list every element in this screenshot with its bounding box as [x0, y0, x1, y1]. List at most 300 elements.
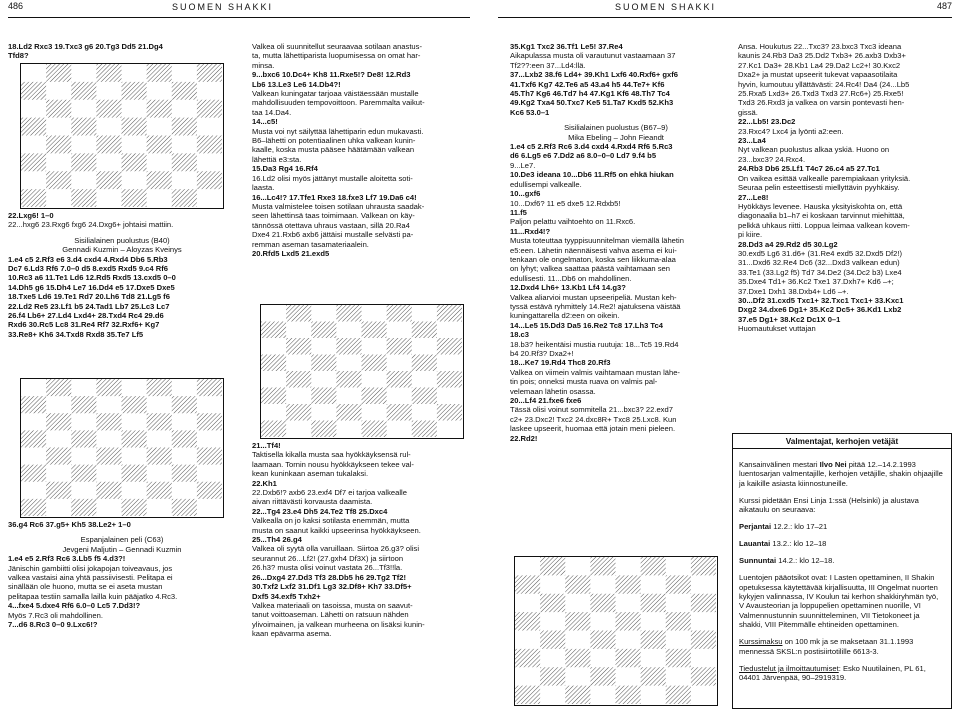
dark-square [197, 100, 222, 118]
annotation: kaalle, koska musta pääsee häätämään valkean [252, 145, 415, 155]
dark-square [590, 557, 615, 575]
dark-square [147, 379, 172, 396]
dark-square [387, 338, 412, 355]
annotation: kean kuninkaan aseman tukalaksi. [252, 469, 369, 479]
schedule-row: Perjantai 12.2.: klo 17–21 [739, 522, 828, 532]
moves-line: Lb6 13.Le3 Le6 14.Db4?! [252, 79, 341, 89]
annotation: 26.h3? musta olisi voinut vastata 26...Tf3!!la. [252, 563, 403, 573]
game-players: Gennadi Kuzmin – Aloyzas Kveinys [62, 245, 182, 255]
moves-line: Kc6 53.0–1 [510, 107, 550, 117]
annotation: Valkea oli suunnitellut seuraavaa sotilaan anastus- [252, 42, 422, 51]
moves-line: 10...gxf6 [510, 189, 541, 199]
dark-square [147, 64, 172, 82]
dark-square [197, 379, 222, 396]
dark-square [412, 388, 437, 405]
dark-square [565, 612, 590, 630]
moves-line: 26...Dxg4 27.Dd3 Tf3 28.Db5 h6 29.Tg2 Tf2! [252, 572, 407, 582]
dark-square [122, 499, 147, 516]
moves-line: 45.Th7 Kg6 46.Td7 h4 47.Kg1 Kf6 48.Th7 Tc4 [510, 89, 670, 99]
moves-line: 1.e4 c5 2.Rf3 e6 3.d4 cxd4 4.Rxd4 Db6 5.Rb3 [8, 254, 168, 264]
dark-square [616, 612, 641, 630]
dark-square [540, 667, 565, 685]
moves-line: Dc7 6.Ld3 Rf6 7.0–0 d5 8.exd5 Rxd5 9.c4 Rf6 [8, 264, 168, 274]
annotation: aivan riittävästi korvausta daamista. [252, 497, 373, 507]
chess-diagram-2 [20, 378, 224, 518]
annotation: Valkea aliarvioi mustan upseeripeliä. Mustan keh- [510, 292, 677, 302]
dark-square [147, 171, 172, 189]
moves-line: 22...Lb5! 23.Dc2 [738, 117, 796, 127]
annotation: 30.exd5 Lg6 31.d6+ (31.Re4 exd5 32.Dxd5 Df2!) [738, 248, 903, 258]
annotation: B6–lähetti on potentiaalinen uhka valkean kunin- [252, 136, 416, 146]
dark-square [412, 421, 437, 438]
dark-square [172, 82, 197, 100]
annotation: musta on saanut kaikki upseerinsa hyökkäykseen. [252, 525, 421, 535]
dark-square [21, 396, 46, 413]
dark-square [641, 557, 666, 575]
annotation: 16.Ld2 olisi myös jättänyt mustalle aloitetta soti- [252, 173, 413, 183]
annotation: Valkea on viimein valmis vaihtamaan mustan lähe- [510, 367, 680, 377]
annotation: On vaikea esittää valkealle parempiakaan yrityksiä. [738, 173, 911, 183]
dark-square [147, 482, 172, 499]
game-players: Jevgeni Maljutin – Gennadi Kuzmin [62, 544, 182, 554]
moves-line: 14.Dh5 g6 15.Dh4 Le7 16.Dd4 e5 17.Dxe5 Dxe5 [8, 282, 175, 292]
game-opening: Sisilialainen puolustus (B40) [74, 235, 170, 245]
annotation: seurannut 26...Lf2! (27.gxh4 Df3X) ja siirtoon [252, 553, 404, 563]
game-opening: Sisilialainen puolustus (B67–9) [564, 123, 668, 133]
annotation: 23...bxc3? 24.Rxc4. [738, 154, 806, 164]
chess-board-svg [21, 379, 222, 516]
annotation: edullisempi valkealle. [510, 179, 582, 189]
schedule-row: Lauantai 13.2.: klo 12–18 [739, 539, 827, 549]
dark-square [362, 388, 387, 405]
moves-line: 20...Lf4 21.fxe6 fxe6 [510, 396, 582, 406]
notice-title: Valmentajat, kerhojen vetäjät [733, 434, 951, 449]
moves-line: 33.Re8+ Kh6 34.Txd8 Rxd8 35.Te7 Lf5 [8, 329, 144, 339]
dark-square [122, 396, 147, 413]
moves-line: 22...Tg4 23.e4 Dh5 24.Te2 Tf8 25.Dxc4 [252, 506, 388, 516]
dark-square [172, 189, 197, 207]
enquiries-label: Tiedustelut ja ilmoittautumiset [739, 663, 839, 673]
annotation: Taktisella kikalla musta saa hyökkäyksensä rul- [252, 450, 411, 460]
dark-square [336, 305, 361, 322]
dark-square [387, 371, 412, 388]
dark-square [197, 171, 222, 189]
schedule-row: Sunnuntai 14.2.: klo 12–18. [739, 556, 835, 566]
moves-line: 30.Txf2 Lxf2 31.Df1 Lg3 32.Df8+ Kh7 33.Df5+ [252, 582, 412, 592]
fee-label: Kurssimaksu [739, 637, 783, 647]
dark-square [311, 388, 336, 405]
annotation: seen lähettinsä taas toimimaan. Valkean on käy- [252, 211, 415, 221]
dark-square [515, 649, 540, 667]
dark-square [46, 379, 71, 396]
moves-line: 22.Ld2 Re5 23.Lf1 b5 24.Tad1 Lb7 25.Lc3 Lc7 [8, 301, 170, 311]
annotation: edullisesti. 11...Db6 on mahdollinen. [510, 273, 632, 283]
annotation: remman aseman tasamateriaalein. [252, 239, 369, 249]
moves-line: 15.Da3 Rg4 16.Rf4 [252, 164, 318, 174]
game-opening: Espanjalainen peli (C63) [80, 535, 164, 545]
moves-line: 26.f4 Lb6+ 27.Ld4 Lxd4+ 28.Txd4 Rc4 29.d6 [8, 311, 164, 321]
annotation: 35.Dxe4 Td1+ 36.Kc2 Txe1 37.Dxh7+ Kd6 –+; [738, 277, 894, 287]
annotation: Dxe4 21.Rxb6 axb6 jättäisi mustalle selvästi pa- [252, 230, 414, 240]
annotation: c2+ 23.Dxc2! Txc2 24.dxc8R+ Txc8 25.Lxc8. Kun [510, 414, 677, 424]
dark-square [197, 482, 222, 499]
annotation: Valkea oli syytä olla varuillaan. Siirtoa 26.g3? olisi [252, 544, 420, 554]
dark-square [96, 482, 121, 499]
dark-square [172, 430, 197, 447]
dark-square [46, 171, 71, 189]
dark-square [362, 421, 387, 438]
annotation: 27.Kc1 Da3+ 28.Kb1 La4 29.Da2 Lc2+! 30.Kxc2 [738, 60, 901, 70]
dark-square [515, 612, 540, 630]
column-2-top [252, 42, 470, 258]
annotation: 9...Le7. [510, 160, 536, 170]
dark-square [641, 594, 666, 612]
dark-square [666, 575, 691, 593]
dark-square [71, 189, 96, 207]
annotation: tin pois; onneksi musta ruava on valmis pal- [510, 377, 658, 387]
moves-line: 30...Df2 31.cxd5 Txc1+ 32.Txc1 Txc1+ 33.Kxc1 [738, 295, 904, 305]
dark-square [590, 594, 615, 612]
dark-square [71, 82, 96, 100]
annotation: Musta valmistelee toisen sotilaan uhrausta saadak- [252, 201, 425, 211]
dark-square [46, 482, 71, 499]
annotation: Myös 7.Rc3 oli mahdollinen. [8, 610, 103, 620]
chess-board-svg [515, 557, 716, 704]
dark-square [21, 189, 46, 207]
coaches-notice-box [732, 433, 952, 709]
moves-line: 11...Rxd4!? [510, 226, 551, 236]
dark-square [666, 686, 691, 704]
moves-line: 35.Kg1 Txc2 36.Tf1 Le5! 37.Re4 [510, 42, 623, 51]
annotation: pelitapaa testiin samalla lailla kuin pääjatko 4.Rc3. [8, 591, 178, 601]
annotation: Valkealla on jo kaksi sotilasta enemmän, mutta [252, 516, 410, 526]
annotation: lähettiä e3:sta. [252, 154, 302, 164]
annotation: mahdollisuuden tempovoittoon. Paremmalta vaikut- [252, 98, 425, 108]
lecturer-name: Ilvo Nei [819, 460, 847, 469]
dark-square [197, 136, 222, 154]
chess-diagram-4 [514, 556, 718, 706]
annotation: 25.Rxa5 Lxd3+ 26.Txd3 Txd3 27.Rc6+) 25.Rxe5! [738, 89, 904, 99]
dark-square [71, 499, 96, 516]
moves-line: 37...Lxb2 38.f6 Ld4+ 39.Kh1 Lxf6 40.Rxf6+ gxf6 [510, 70, 678, 80]
annotation: ta, mutta lähettiparista luopumisessa on omat har- [252, 51, 421, 61]
dark-square [96, 100, 121, 118]
dark-square [565, 575, 590, 593]
dark-square [172, 465, 197, 482]
dark-square [122, 82, 147, 100]
dark-square [691, 557, 716, 575]
dark-square [197, 64, 222, 82]
dark-square [616, 686, 641, 704]
dark-square [286, 338, 311, 355]
dark-square [616, 649, 641, 667]
dark-square [21, 82, 46, 100]
moves-line: Tfd8? [8, 51, 29, 61]
annotation: tännössä otettava uhraus vastaan, sillä 20.Ra4 [252, 220, 410, 230]
dark-square [71, 465, 96, 482]
annotation: hyvin, kumoutuu yllättävästi: 24.Rc4! Da4 (24...Lb5 [738, 79, 910, 89]
moves-line: 11.f5 [510, 207, 527, 217]
annotation: laskee upseerit, huomaa että jotain meni pieleen. [510, 424, 676, 434]
annotation: Tässä olisi voinut sommitella 21...bxc3? 22.exd7 [510, 405, 673, 415]
annotation: Txd3 26.Rxd3 ja valkea on varsin pontevasti hen- [738, 98, 905, 108]
moves-line: 18.Txe5 Ld6 19.Te1 Rd7 20.Lh6 Td8 21.Lg5 f6 [8, 292, 170, 302]
dark-square [437, 305, 462, 322]
dark-square [437, 338, 462, 355]
dark-square [46, 136, 71, 154]
dark-square [172, 499, 197, 516]
annotation: Musta voi nyt säilyttää lähettiparin edun mukavasti. [252, 126, 424, 136]
dark-square [412, 355, 437, 372]
right-running-title: SUOMEN SHAKKI [615, 2, 717, 12]
moves-line: 41.Txf6 Kg7 42.Te6 a5 43.a4 h5 44.Te7+ Kf6 [510, 79, 665, 89]
column-3 [510, 42, 722, 443]
moves-line: 16...Lc4!? 17.Tfe1 Rxe3 18.fxe3 Lf7 19.Da6 c4! [252, 192, 417, 202]
annotation: Paljon pelattu vaihtoehto on 11.Rxc6. [510, 217, 636, 227]
annotation: pelkkä uhkaus riitti. Loppua leimaa valkean kovem- [738, 220, 910, 230]
moves-line: 20.Rfd5 Lxd5 21.exd5 [252, 248, 330, 258]
right-header-rule [498, 17, 952, 18]
dark-square [122, 153, 147, 171]
left-running-title: SUOMEN SHAKKI [172, 2, 274, 12]
dark-square [172, 396, 197, 413]
dark-square [387, 404, 412, 421]
annotation: pi kiire. [738, 230, 763, 240]
annotation: Huomautukset vuttajan [738, 324, 816, 334]
dark-square [286, 371, 311, 388]
dark-square [515, 686, 540, 704]
dark-square [147, 136, 172, 154]
dark-square [71, 430, 96, 447]
column-4 [738, 42, 952, 334]
dark-square [21, 465, 46, 482]
annotation: 33.Te1 (33.Lg2 f5) Td7 34.De2 (34.Dc2 b3) Lxe4 [738, 267, 902, 277]
annotation: Valkean kuningatar tarjoaa väistäessään mustalle [252, 89, 419, 99]
dark-square [362, 355, 387, 372]
annotation: e5:een. Lähetin näennäisesti vahva asema ei kui- [510, 245, 677, 255]
dark-square [122, 118, 147, 136]
moves-line: 12.Dxd4 Lh6+ 13.Kb1 Lf4 14.g3? [510, 283, 626, 293]
moves-line: 14...c5! [252, 117, 278, 127]
dark-square [336, 371, 361, 388]
annotation: minsa. [252, 60, 275, 70]
dark-square [46, 64, 71, 82]
dark-square [261, 421, 286, 438]
moves-line: 9...bxc6 10.Dc4+ Kh8 11.Rxe5!? De8! 12.Rd3 [252, 70, 411, 80]
annotation: laasta. [252, 183, 275, 193]
dark-square [691, 667, 716, 685]
dark-square [412, 322, 437, 339]
annotation: Jänischin gambiitti olisi jokapojan toiveavaus, jos [8, 563, 173, 573]
dark-square [21, 153, 46, 171]
notice-paragraph: Kansainvälinen mestari Ilvo Nei pitää 12.–14.2.1993 luentosarjan valmentajille, kerhojen vetäjille, shakin ohjaajille ja kaikille asiasta kiinnostuneille. [739, 460, 943, 488]
moves-line: 22.Kh1 [252, 478, 277, 488]
dark-square [96, 136, 121, 154]
column-1-top [8, 42, 236, 61]
moves-line: 27...Le8! [738, 192, 769, 202]
dark-square [261, 322, 286, 339]
moves-line: 36.g4 Rc6 37.g5+ Kh5 38.Le2+ 1–0 [8, 520, 131, 529]
annotation: Tf2??:een 37...Ld4:llä. [510, 60, 586, 70]
moves-line: 49.Kg2 Txa4 50.Txc7 Ke5 51.Ta7 Kxd5 52.Kh3 [510, 98, 674, 108]
dark-square [21, 499, 46, 516]
dark-square [540, 631, 565, 649]
dark-square [21, 430, 46, 447]
annotation: kaunis 24.Rb3 Da3 25.Dd2 Txb3+ 26.axb3 Dxb3+ [738, 51, 906, 61]
dark-square [540, 594, 565, 612]
dark-square [691, 631, 716, 649]
annotation: 23.Rxc4? Lxc4 ja lyönti a2:een. [738, 126, 844, 136]
dark-square [437, 404, 462, 421]
game-players: Mika Ebeling – John Fieandt [568, 132, 664, 142]
moves-line: 23...La4 [738, 136, 766, 146]
dark-square [286, 404, 311, 421]
annotation: taa 14.Da4. [252, 107, 292, 117]
dark-square [666, 649, 691, 667]
dark-square [311, 421, 336, 438]
moves-line: 1.e4 c5 2.Rf3 Rc6 3.d4 cxd4 4.Rxd4 Rf6 5.Rc3 [510, 142, 673, 152]
dark-square [691, 594, 716, 612]
annotation: laamaan. Tornin nousu hyökkäykseen tekee val- [252, 459, 414, 469]
dark-square [46, 100, 71, 118]
notice-paragraph: Kurssimaksu on 100 mk ja se maksetaan 31.1.1993 mennessä SKSL:n postisiirtotilille 6613-3. [739, 637, 914, 656]
annotation: Valkea materiaali on tasoissa, musta on saavut- [252, 600, 413, 610]
annotation: velemaan lähetin osassa. [510, 386, 596, 396]
moves-line: 22.Rd2! [510, 433, 538, 443]
annotation: 22.Dxb6!? axb6 23.exf4 Df7 ei tarjoa valkealle [252, 488, 407, 498]
right-page-header [490, 0, 960, 16]
annotation: Aikapulassa musta oli varautunut vastaamaan 37 [510, 51, 676, 61]
dark-square [590, 667, 615, 685]
annotation: Ansa. Houkutus 22...Txc3? 23.bxc3 Txc3 ideana [738, 42, 902, 51]
chess-diagram-3 [260, 304, 464, 439]
dark-square [172, 153, 197, 171]
dark-square [311, 355, 336, 372]
annotation: 31...Dxd6 32.Re4 Dc6 (32...Dxd3 valkean edun) [738, 258, 900, 268]
moves-line: 18...Ke7 19.Rd4 Thc8 20.Rf3 [510, 358, 611, 368]
moves-line: 10.De3 ideana 10...Db6 11.Rf5 on ehkä hiukan [510, 170, 674, 180]
dark-square [21, 118, 46, 136]
column-1-bottom [8, 520, 236, 629]
annotation: ylivoimainen, ja valkean murheena on lisäksi kunin- [252, 619, 425, 629]
annotation: tanut voittoaseman. Lähetti on ratsuun nähden [252, 610, 409, 620]
moves-line: 10.Rc3 a6 11.Te1 Ld6 12.Rd5 Rxd5 13.cxd5 0–0 [8, 273, 176, 283]
dark-square [616, 575, 641, 593]
annotation: diagonaalia b1–h7 ei koskaan tarvinnut miehittää, [738, 211, 905, 221]
dark-square [565, 686, 590, 704]
chess-board-svg [21, 64, 222, 207]
dark-square [286, 305, 311, 322]
annotation: valkea vastaisi aina yhtä passiivisesti. Pelitapa ei [8, 573, 173, 583]
annotation: on lyhyt; valkea saattaa päästä vaihtamaan sen [510, 264, 670, 274]
dark-square [71, 396, 96, 413]
moves-line: Dxf5 34.exf5 Txh2+ [252, 591, 321, 601]
annotation: 22...hxg6 23.Rxg6 fxg6 24.Dxg6+ johtaisi mattiin. [8, 220, 174, 230]
column-2-bottom [252, 441, 470, 639]
notice-body [733, 449, 951, 692]
moves-line: d6 6.Lg5 e6 7.Dd2 a6 8.0–0–0 Ld7 9.f4 b5 [510, 151, 657, 161]
right-page-number: 487 [937, 1, 953, 11]
dark-square [666, 612, 691, 630]
game-result: 22.Lxg6! 1–0 [8, 211, 54, 220]
annotation: Musta toteuttaa tyyppisuunnitelman viemällä lähetin [510, 236, 684, 246]
annotation: b4 20.Rf3? Dxa2+! [510, 349, 574, 358]
dark-square [565, 649, 590, 667]
annotation: Hyökkäys levenee. Hauska yksityiskohta on, että [738, 201, 903, 211]
dark-square [46, 413, 71, 430]
dark-square [387, 305, 412, 322]
dark-square [122, 430, 147, 447]
dark-square [96, 379, 121, 396]
moves-line: 25...Th4 26.g4 [252, 535, 302, 545]
annotation: 10...Dxf6? 11 e5 dxe5 12.Rdxb5! [510, 198, 621, 208]
annotation: sinällään ole huono, mutta se ei aseta mustan [8, 582, 163, 592]
chess-diagram-1 [20, 63, 224, 209]
dark-square [540, 557, 565, 575]
dark-square [96, 171, 121, 189]
left-header-rule [8, 17, 470, 18]
annotation: Dxa2+ ja mustat upseerit tukevat vapaasotilaita [738, 70, 898, 80]
annotation: gissä. [738, 107, 758, 117]
moves-line: 37.e5 Dg1+ 38.Kc2 Dc1X 0–1 [738, 314, 841, 324]
moves-line: 1.e4 e5 2.Rf3 Rc6 3.Lb5 f5 4.d3?! [8, 554, 126, 564]
annotation: tyssä estävä ryhmittely 14.Re2! ajatuksena väistää [510, 301, 681, 311]
column-1-mid [8, 211, 236, 339]
dark-square [437, 371, 462, 388]
dark-square [362, 322, 387, 339]
moves-line: 7...d6 8.Rc3 0–0 9.Lxc6!? [8, 620, 98, 630]
moves-line: 28.Dd3 a4 29.Rd2 d5 30.Lg2 [738, 239, 838, 249]
left-page-header [0, 0, 470, 16]
annotation: kuningattarella d2:een on oikein. [510, 311, 620, 321]
moves-line: 24.Rb3 Db6 25.Lf1 T4c7 26.c4 a5 27.Tc1 [738, 164, 880, 174]
dark-square [336, 338, 361, 355]
dark-square [261, 355, 286, 372]
dark-square [122, 189, 147, 207]
annotation: Nyt valkean puolustus alkaa yskiä. Huono on [738, 145, 890, 155]
dark-square [261, 388, 286, 405]
moves-line: Dxg2 34.dxe6 Dg1+ 35.Kc2 Dc5+ 36.Kd1 Lxb2 [738, 305, 902, 315]
notice-paragraph: Luentojen pääotsikot ovat: I Lasten opettaminen, II Shakin opetuksessa käytettävää kirjallisuutta, III Ongelmat nuorten kykyjen valinnassa, IV Koulun tai kerhon shakkiryhmän työ, V Avausteorian ja loppupelien opettaminen nuorille, VI Valmennustunnin suunnitteleminen, VII Tietokoneet ja shakki, VIII Pitemmälle ehtineiden opettaminen. [739, 573, 939, 630]
notice-paragraph: Kurssi pidetään Ensi Linja 1:ssä (Helsinki) ja alustava aikataulu on seuraava: [739, 495, 919, 515]
dark-square [197, 413, 222, 430]
dark-square [96, 64, 121, 82]
dark-square [641, 667, 666, 685]
moves-line: 21...Tf4! [252, 441, 281, 450]
dark-square [71, 118, 96, 136]
moves-line: 18.Ld2 Rxc3 19.Txc3 g6 20.Tg3 Dd5 21.Dg4 [8, 42, 163, 51]
dark-square [147, 413, 172, 430]
annotation: kaan epävarma asema. [252, 629, 332, 639]
dark-square [336, 404, 361, 421]
dark-square [172, 118, 197, 136]
dark-square [515, 575, 540, 593]
moves-line: Rxd6 30.Rc5 Lc8 31.Re4 Rf7 32.Rxf6+ Kg7 [8, 320, 160, 330]
dark-square [641, 631, 666, 649]
notice-paragraph: Tiedustelut ja ilmoittautumiset: Esko Nuutilainen, PL 61, 04401 Järvenpää, 90–2919319. [739, 663, 926, 683]
dark-square [71, 153, 96, 171]
moves-line: 18.c3 [510, 330, 530, 340]
dark-square [46, 448, 71, 465]
chess-board-svg [261, 305, 462, 437]
annotation: Seuraa pelin esteettisesti miellyttävin pyyhkäisy. [738, 183, 900, 193]
dark-square [590, 631, 615, 649]
dark-square [147, 448, 172, 465]
dark-square [147, 100, 172, 118]
dark-square [96, 448, 121, 465]
annotation: tenkaan ole ongelmaton, koska sen liikkuma-alaa [510, 254, 676, 264]
moves-line: 14...Le5 15.Dd3 Da5 16.Re2 Tc8 17.Lh3 Tc4 [510, 320, 663, 330]
